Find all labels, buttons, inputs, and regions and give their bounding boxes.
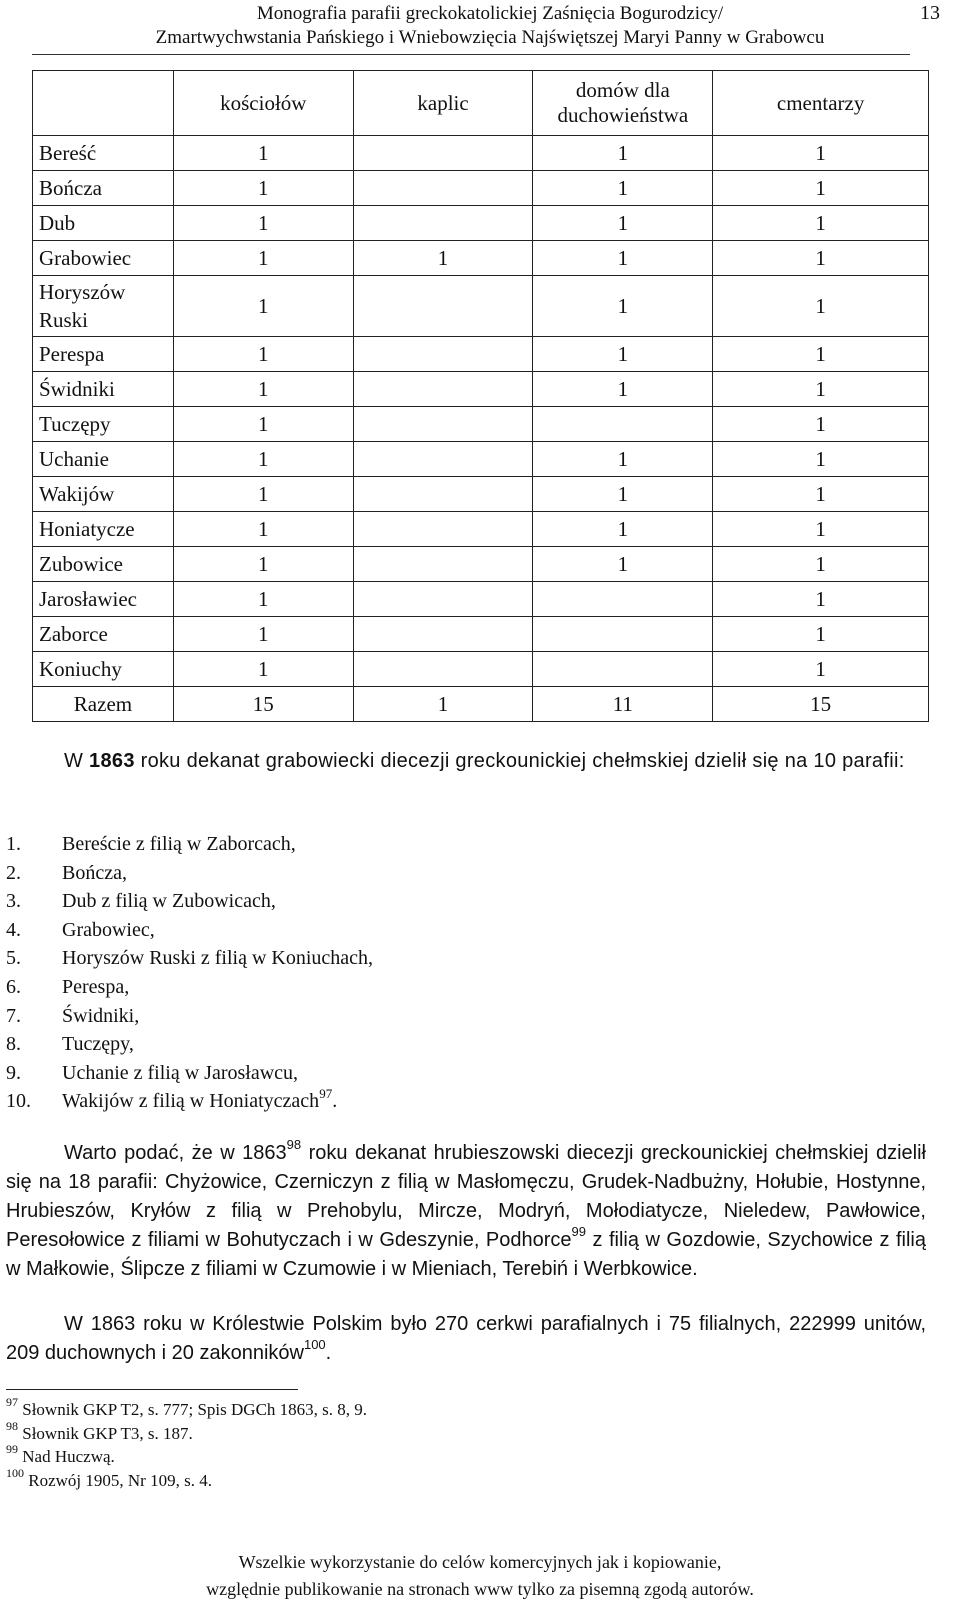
table-cell bbox=[353, 206, 533, 241]
list-number: 6. bbox=[6, 975, 21, 998]
table-cell: 1 bbox=[173, 372, 353, 407]
list-number: 10. bbox=[6, 1090, 31, 1113]
table-cell bbox=[533, 407, 713, 442]
row-name-cell: Perespa bbox=[33, 337, 174, 372]
table-cell: 1 bbox=[713, 512, 929, 547]
table-cell: 1 bbox=[173, 337, 353, 372]
list-number: 7. bbox=[6, 1004, 21, 1027]
list-text: Dub z filią w Zubowicach, bbox=[62, 890, 276, 913]
row-name-cell: Zaborce bbox=[33, 617, 174, 652]
list-item bbox=[6, 973, 373, 1002]
table-cell: 1 bbox=[533, 512, 713, 547]
list-text: Świdniki, bbox=[62, 1004, 140, 1027]
page-footer bbox=[0, 1549, 960, 1603]
table-cell bbox=[353, 276, 533, 337]
table-row bbox=[33, 206, 929, 241]
table-cell bbox=[353, 652, 533, 687]
list-item bbox=[6, 916, 373, 945]
table-cell bbox=[353, 407, 533, 442]
row-name-cell: Grabowiec bbox=[33, 241, 174, 276]
row-name-cell: Koniuchy bbox=[33, 652, 174, 687]
buildings-table bbox=[32, 70, 929, 722]
table-cell bbox=[533, 582, 713, 617]
footnote-ref: 97 bbox=[319, 1085, 333, 1101]
footnote bbox=[6, 1465, 367, 1493]
row-name-cell: Honiatycze bbox=[33, 512, 174, 547]
total-cell: 15 bbox=[713, 687, 929, 722]
list-item bbox=[6, 1087, 373, 1116]
table-cell: 1 bbox=[173, 206, 353, 241]
table-row bbox=[33, 337, 929, 372]
footnote-ref: 98 bbox=[286, 1137, 302, 1153]
table-cell: 1 bbox=[533, 171, 713, 206]
footnote-text: Rozwój 1905, Nr 109, s. 4. bbox=[24, 1470, 212, 1490]
row-name-cell: Tuczępy bbox=[33, 407, 174, 442]
table-cell: 1 bbox=[173, 171, 353, 206]
table-row bbox=[33, 442, 929, 477]
table-header-cell: cmentarzy bbox=[713, 71, 929, 136]
table-row bbox=[33, 136, 929, 171]
row-name-cell: Świdniki bbox=[33, 372, 174, 407]
table-cell: 1 bbox=[713, 206, 929, 241]
table-cell bbox=[353, 512, 533, 547]
table-header-cell bbox=[33, 71, 174, 136]
row-name-cell: Uchanie bbox=[33, 442, 174, 477]
table-cell: 1 bbox=[173, 477, 353, 512]
table-cell: 1 bbox=[533, 241, 713, 276]
body-text: roku dekanat hrubieszowski diecezji greckounickiej chełmskiej dzielił się na 18 parafii: Chyżowice, Czerniczyn z filią w Masłomęczu, Grudek-Nadbużny, Hołubie, Hostynne, Hrubieszów, Kryłów z filią w Prehobylu, Mircze, Modryń, Mołodiatycze, Nieledew, Pawłowice, Peresołowice z filiami w Bohutyczach i w Gdeszynie, Podhorce bbox=[6, 1142, 927, 1251]
table-cell: 1 bbox=[713, 477, 929, 512]
row-name-cell: Wakijów bbox=[33, 477, 174, 512]
table-cell bbox=[353, 136, 533, 171]
table-cell: 1 bbox=[533, 276, 713, 337]
table-cell bbox=[353, 337, 533, 372]
table-row bbox=[33, 512, 929, 547]
intro-year: 1863 bbox=[89, 750, 135, 772]
list-item bbox=[6, 887, 373, 916]
table-cell: 1 bbox=[713, 652, 929, 687]
list-number: 9. bbox=[6, 1061, 21, 1084]
table-row bbox=[33, 241, 929, 276]
list-number: 5. bbox=[6, 947, 21, 970]
footnote-text: Nad Huczwą. bbox=[18, 1447, 115, 1466]
list-item bbox=[6, 1002, 373, 1031]
table-cell bbox=[353, 442, 533, 477]
page-number: 13 bbox=[920, 2, 940, 24]
table-cell: 1 bbox=[533, 206, 713, 241]
table-cell: 1 bbox=[353, 241, 533, 276]
table-cell: 1 bbox=[173, 652, 353, 687]
table-cell: 1 bbox=[713, 582, 929, 617]
body-paragraph bbox=[6, 1310, 926, 1368]
list-item bbox=[6, 1030, 373, 1059]
table-cell bbox=[353, 547, 533, 582]
table-row bbox=[33, 547, 929, 582]
list-text: . bbox=[332, 1090, 338, 1113]
table-row bbox=[33, 171, 929, 206]
table-cell: 1 bbox=[713, 547, 929, 582]
table-cell: 1 bbox=[533, 547, 713, 582]
table-cell: 1 bbox=[713, 372, 929, 407]
total-cell: 15 bbox=[173, 687, 353, 722]
table-header-cell: kaplic bbox=[353, 71, 533, 136]
footnote-number: 99 bbox=[6, 1442, 18, 1457]
table-row bbox=[33, 477, 929, 512]
list-number: 1. bbox=[6, 833, 21, 855]
footnote-number: 100 bbox=[6, 1465, 24, 1480]
row-name-cell: Zubowice bbox=[33, 547, 174, 582]
table-cell: 1 bbox=[713, 617, 929, 652]
intro-paragraph bbox=[6, 747, 926, 776]
table-cell bbox=[533, 652, 713, 687]
list-item bbox=[6, 1059, 373, 1088]
list-text: Horyszów Ruski z filią w Koniuchach, bbox=[62, 947, 374, 970]
intro-text: roku dekanat grabowiecki diecezji greckounickiej chełmskiej dzielił się na 10 parafii: bbox=[134, 750, 905, 772]
table-cell: 1 bbox=[533, 477, 713, 512]
footnote-ref: 100 bbox=[303, 1337, 326, 1353]
intro-text: W bbox=[64, 750, 90, 772]
list-text: Uchanie z filią w Jarosławcu, bbox=[62, 1061, 299, 1084]
table-row bbox=[33, 617, 929, 652]
footnote bbox=[6, 1395, 368, 1422]
table-row bbox=[33, 652, 929, 687]
table-cell: 1 bbox=[173, 512, 353, 547]
total-cell: 1 bbox=[353, 687, 533, 722]
table-cell: 1 bbox=[713, 276, 929, 337]
table-cell bbox=[353, 171, 533, 206]
parish-list bbox=[6, 830, 373, 1116]
body-paragraph bbox=[6, 1139, 926, 1284]
footnote bbox=[6, 1418, 367, 1446]
table-row bbox=[33, 582, 929, 617]
table-cell: 1 bbox=[173, 276, 353, 337]
table-cell bbox=[353, 372, 533, 407]
footer-line: względnie publikowanie na stronach www tylko za pisemną zgodą autorów. bbox=[206, 1579, 754, 1599]
list-text: Perespa, bbox=[62, 975, 130, 998]
table-cell: 1 bbox=[713, 171, 929, 206]
footnote bbox=[6, 1442, 367, 1469]
table-cell: 1 bbox=[173, 582, 353, 617]
body-text: z filią w Gozdowie, Szychowice z filią w Małkowie, Ślipcze z filiami w Czumowie i w Mieniach, Terebiń i Werbkowice. bbox=[6, 1229, 926, 1280]
row-name-cell: Bereść bbox=[33, 136, 174, 171]
footer-line: Wszelkie wykorzystanie do celów komercyjnych jak i kopiowanie, bbox=[238, 1552, 722, 1572]
table-cell: 1 bbox=[713, 442, 929, 477]
table-cell bbox=[353, 617, 533, 652]
footnote-number: 97 bbox=[6, 1395, 18, 1410]
list-number: 8. bbox=[6, 1033, 21, 1056]
table-cell: 1 bbox=[533, 337, 713, 372]
row-name-cell: Dub bbox=[33, 206, 174, 241]
footnote-ref: 99 bbox=[571, 1224, 586, 1240]
table-cell: 1 bbox=[713, 136, 929, 171]
list-item bbox=[6, 830, 373, 859]
row-name-cell: Horyszów Ruski bbox=[33, 276, 174, 337]
footnote-text: Słownik GKP T2, s. 777; Spis DGCh 1863, s. 8, 9. bbox=[18, 1400, 368, 1419]
footnote-rule bbox=[6, 1389, 298, 1390]
table-cell: 1 bbox=[173, 547, 353, 582]
body-text: W 1863 roku w Królestwie Polskim było 270 cerkwi parafialnych i 75 filialnych, 222999 unitów, 209 duchownych i 20 zakonników bbox=[6, 1313, 926, 1364]
table-header-cell: domów dla duchowieństwa bbox=[533, 71, 713, 136]
table-cell: 1 bbox=[533, 136, 713, 171]
body-text: . bbox=[325, 1342, 332, 1364]
list-text: Wakijów z filią w Honiatyczach bbox=[62, 1090, 320, 1113]
row-name-cell: Bończa bbox=[33, 171, 174, 206]
table-row bbox=[33, 407, 929, 442]
list-number: 4. bbox=[6, 918, 21, 941]
list-text: Bończa, bbox=[62, 861, 127, 884]
list-text: Tuczępy, bbox=[62, 1033, 134, 1056]
table-cell bbox=[533, 617, 713, 652]
footnote-text: Słownik GKP T3, s. 187. bbox=[18, 1423, 193, 1443]
table-cell: 1 bbox=[173, 241, 353, 276]
footnotes bbox=[6, 1395, 368, 1492]
table-cell: 1 bbox=[173, 136, 353, 171]
row-name-cell: Jarosławiec bbox=[33, 582, 174, 617]
header-title-line2: Zmartwychwstania Pańskiego i Wniebowzięcia Najświętszej Maryi Panny w Grabowcu bbox=[155, 27, 825, 48]
table-cell: 1 bbox=[713, 407, 929, 442]
footnote-number: 98 bbox=[6, 1418, 18, 1433]
list-item bbox=[6, 944, 373, 973]
table-cell: 1 bbox=[533, 442, 713, 477]
table-cell: 1 bbox=[713, 337, 929, 372]
body-text: Warto podać, że w 1863 bbox=[64, 1142, 287, 1164]
total-label-cell: Razem bbox=[33, 687, 174, 722]
table-cell: 1 bbox=[173, 617, 353, 652]
table-cell: 1 bbox=[173, 442, 353, 477]
list-text: Grabowiec, bbox=[62, 918, 155, 941]
total-cell: 11 bbox=[533, 687, 713, 722]
table-cell: 1 bbox=[173, 407, 353, 442]
table-header-cell: kościołów bbox=[173, 71, 353, 136]
list-number: 3. bbox=[6, 890, 21, 913]
table-cell: 1 bbox=[533, 372, 713, 407]
table-header-row bbox=[33, 71, 929, 136]
list-number: 2. bbox=[6, 861, 21, 884]
table-cell: 1 bbox=[713, 241, 929, 276]
table-cell bbox=[353, 582, 533, 617]
header-title-line1: Monografia parafii greckokatolickiej Zaśnięcia Bogurodzicy/ bbox=[256, 3, 724, 24]
table-row bbox=[33, 372, 929, 407]
table-row bbox=[33, 276, 929, 337]
list-text: Bereście z filią w Zaborcach, bbox=[62, 833, 296, 855]
table-total-row bbox=[33, 687, 929, 722]
header-rule bbox=[32, 54, 910, 55]
list-item bbox=[6, 859, 373, 888]
table-cell bbox=[353, 477, 533, 512]
